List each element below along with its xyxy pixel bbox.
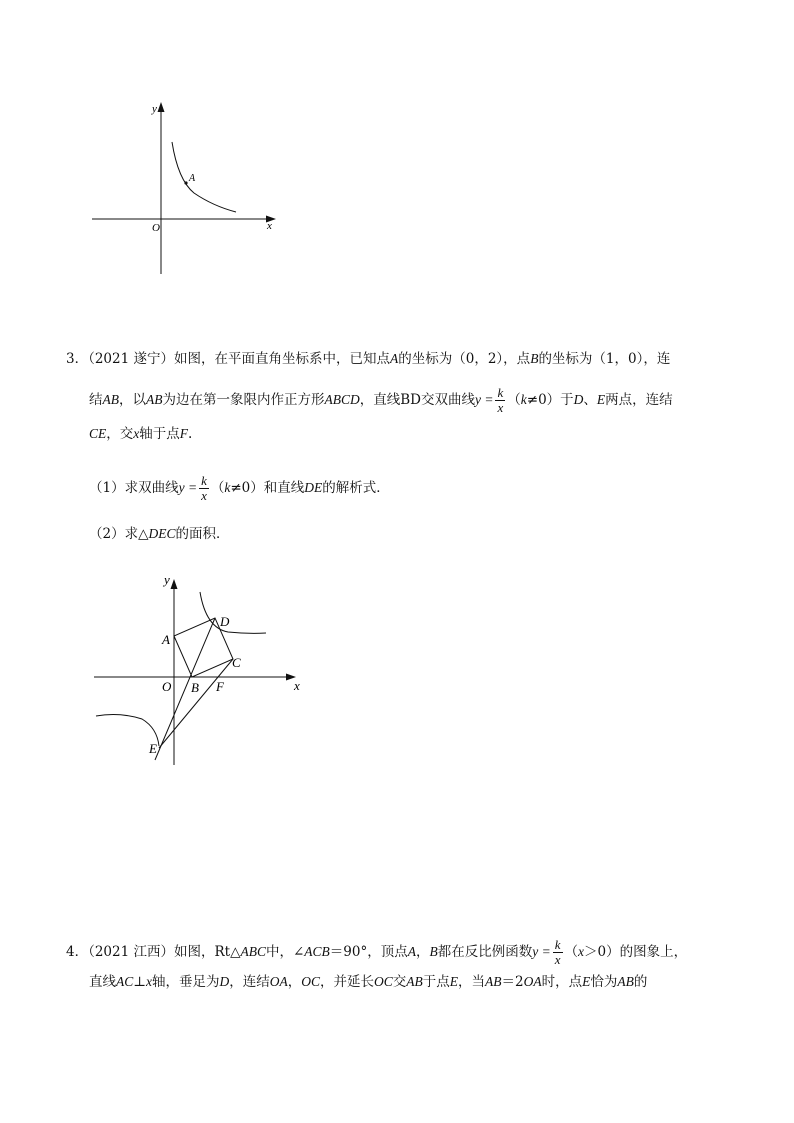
question-number: 3．: [66, 351, 89, 367]
line-ce: [159, 659, 233, 748]
y-axis-label: y: [152, 103, 157, 115]
q3-line-3: CE，交x轴于点F.: [89, 426, 193, 442]
figure-hyperbola-point-a: [88, 98, 288, 278]
label-e: E: [149, 741, 157, 756]
hyperbola-curve: [172, 142, 236, 212]
label-f: F: [216, 679, 224, 694]
equation-lhs: y =: [475, 392, 494, 407]
q4-line-2: 直线AC⊥x轴，垂足为D，连结OA，OC，并延长OC交AB于点E，当AB＝2OA时，点E恰为AB的: [89, 974, 648, 990]
q3-subquestion-1: （1）求双曲线y = $\frac{k}{x}$ （k≠0）和直线DE的解析式．: [89, 473, 390, 503]
y-axis-arrow: [158, 102, 165, 112]
label-a: A: [162, 632, 170, 647]
label-b: B: [191, 680, 199, 695]
x-axis-label: x: [267, 220, 272, 232]
point-a-dot: [184, 181, 187, 184]
q4-line-1: 4．（2021 江西）如图，Rt△ABC中，∠ACB＝90°，顶点A，B都在反比例函数y = $\frac{k}{x}$ （x＞0）的图象上，: [66, 937, 688, 967]
fraction-k-over-x: $\frac{k}{x}$: [554, 937, 561, 967]
y-axis-label: y: [164, 572, 170, 587]
y-axis-arrow: [171, 579, 178, 589]
x-axis-label: x: [294, 678, 300, 693]
question-source: （2021 江西）: [88, 944, 174, 960]
fraction-k-over-x: $\frac{k}{x}$: [497, 385, 504, 415]
point-a-label: A: [189, 173, 196, 184]
q3-subquestion-2: （2）求△DEC的面积．: [89, 526, 230, 542]
equation-lhs: y =: [532, 944, 551, 959]
origin-label: O: [152, 222, 160, 234]
question-source: （2021 遂宁）: [88, 351, 174, 367]
label-o: O: [162, 679, 172, 694]
q3-line-2: 结AB，以AB为边在第一象限内作正方形ABCD，直线BD交双曲线y = $\frac{k}{x}$ （k≠0）于D、E两点，连结: [89, 385, 673, 415]
q3-line-1: 3．（2021 遂宁）如图，在平面直角坐标系中，已知点A的坐标为（0，2），点B的坐标为（1，0），连: [66, 351, 671, 367]
fraction-k-over-x: $\frac{k}{x}$: [201, 473, 207, 503]
question-number: 4．: [66, 944, 89, 960]
label-c: C: [232, 655, 241, 670]
hyperbola-branch-upper: [200, 592, 266, 633]
label-d: D: [220, 614, 230, 629]
figure-square-hyperbola: [90, 570, 315, 770]
